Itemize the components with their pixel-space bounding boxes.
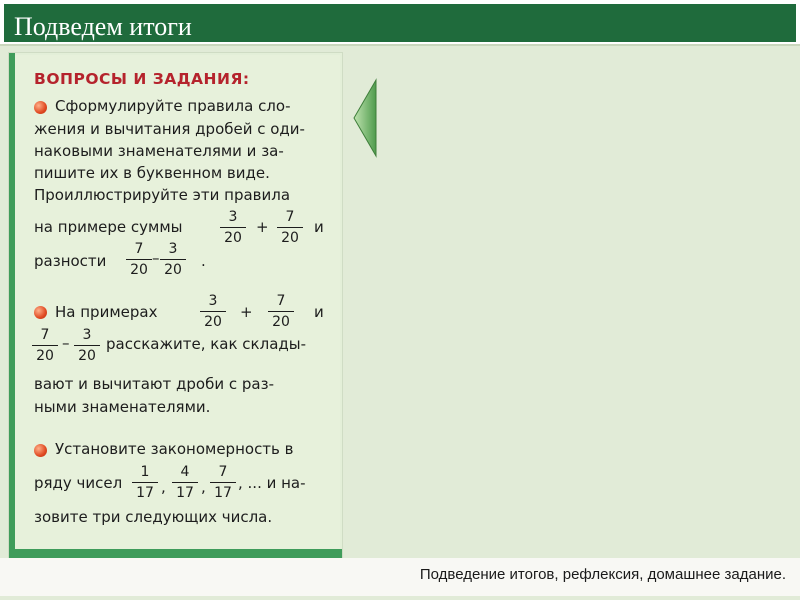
denominator: 20 <box>164 262 182 278</box>
q1-line-1: Сформулируйте правила сло- <box>55 97 291 115</box>
denominator: 20 <box>78 348 96 364</box>
numerator: 3 <box>82 327 92 343</box>
period: . <box>201 252 206 270</box>
denominator: 17 <box>176 485 194 501</box>
numerator: 3 <box>168 241 178 257</box>
denominator: 20 <box>204 314 222 330</box>
q2-line-4: ными знаменателями. <box>34 398 211 416</box>
q3-line-3: зовите три следующих числа. <box>34 508 273 526</box>
fraction <box>32 327 58 365</box>
fraction <box>126 241 152 279</box>
denominator: 20 <box>224 230 242 246</box>
fraction <box>210 464 236 502</box>
fraction <box>172 464 198 502</box>
questions-heading: ВОПРОСЫ И ЗАДАНИЯ: <box>34 70 250 88</box>
q3-series-text: ряду чисел <box>34 474 123 492</box>
fraction <box>160 241 186 279</box>
plus-sign: + <box>256 218 269 236</box>
bullet-icon <box>34 306 47 319</box>
bullet-icon <box>34 444 47 457</box>
fraction <box>220 209 246 247</box>
numerator: 1 <box>140 464 150 480</box>
header <box>0 0 800 46</box>
header-bar <box>4 4 796 42</box>
fraction <box>132 464 158 502</box>
minus-sign: – <box>152 249 160 267</box>
numerator: 3 <box>208 293 218 309</box>
numerator: 7 <box>40 327 50 343</box>
q1-line-5: Проиллюстрируйте эти правила <box>34 186 291 204</box>
numerator: 7 <box>134 241 144 257</box>
denominator: 20 <box>281 230 299 246</box>
page-title: Подведем итоги <box>14 12 192 41</box>
numerator: 7 <box>285 209 295 225</box>
denominator: 17 <box>214 485 232 501</box>
q2-lead: На примерах <box>55 303 158 321</box>
q1-diff-text: разности <box>34 252 107 270</box>
minus-sign: – <box>62 334 70 352</box>
header-divider <box>0 44 800 46</box>
q1-line-2: жения и вычитания дробей с оди- <box>34 120 305 138</box>
plus-sign: + <box>240 303 253 321</box>
bullet-icon <box>34 101 47 114</box>
q2-line-2: расскажите, как склады- <box>106 335 307 353</box>
and-word: и <box>314 303 324 321</box>
comma: , <box>201 478 206 496</box>
collapse-arrow-icon[interactable] <box>352 78 378 158</box>
numerator: 7 <box>218 464 228 480</box>
q3-tail: , ... и на- <box>238 474 306 492</box>
q1-line-4: пишите их в буквенном виде. <box>34 164 270 182</box>
denominator: 20 <box>36 348 54 364</box>
q3-line-1: Установите закономерность в <box>55 440 294 458</box>
numerator: 3 <box>228 209 238 225</box>
fraction <box>74 327 100 365</box>
numerator: 7 <box>276 293 286 309</box>
footer <box>0 558 800 596</box>
q1-sum-text: на примере суммы <box>34 218 183 236</box>
fraction <box>277 209 303 247</box>
comma: , <box>161 478 166 496</box>
numerator: 4 <box>180 464 190 480</box>
panel-left-strip <box>9 53 15 563</box>
and-word: и <box>314 218 324 236</box>
denominator: 20 <box>130 262 148 278</box>
q2-line-3: вают и вычитают дроби с раз- <box>34 375 274 393</box>
denominator: 20 <box>272 314 290 330</box>
fraction <box>200 293 226 331</box>
denominator: 17 <box>136 485 154 501</box>
q1-line-3: наковыми знаменателями и за- <box>34 142 284 160</box>
footer-caption: Подведение итогов, рефлексия, домашнее задание. <box>419 566 786 583</box>
fraction <box>268 293 294 331</box>
